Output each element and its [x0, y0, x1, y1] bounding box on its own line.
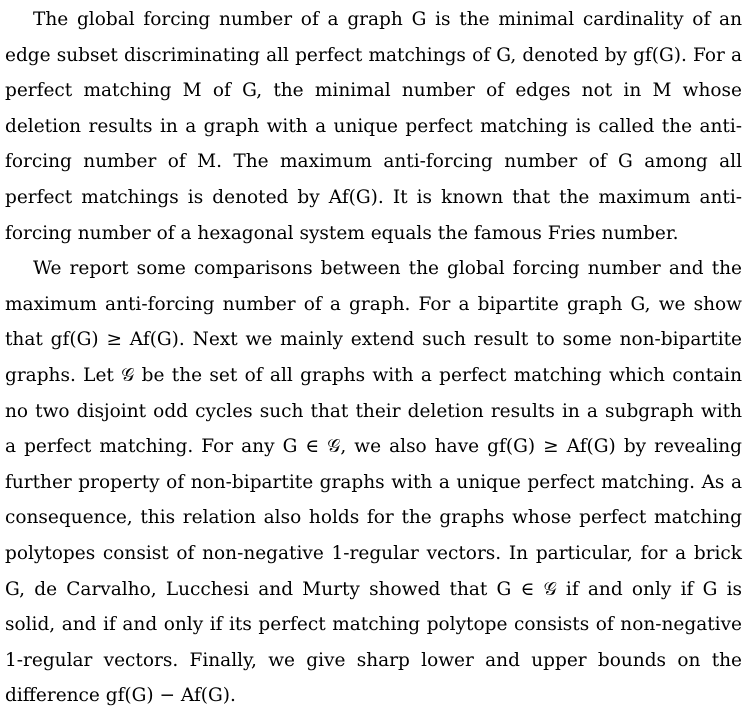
abstract-paragraph-1: The global forcing number of a graph G is the minimal cardinality of an edge subset discriminating all perfect matchings of G, denoted by gf(G). For a perfect matching M of G, the minimal number of edges not in M whose deletion results in a graph with a unique perfect matching is called the anti-forcing number of M. The maximum anti-forcing number of G among all perfect matchings is denoted by Af(G). It is known that the maximum anti-forcing number of a hexagonal system equals the famous Fries number. [5, 9, 742, 244]
abstract-paragraph-2: We report some comparisons between the global forcing number and the maximum anti-forcing number of a graph. For a bipartite graph G, we show that gf(G) ≥ Af(G). Next we mainly extend such result to some non-bipartite graphs. Let 𝒢 be the set of all graphs with a perfect matching which contain no two disjoint odd cycles such that their deletion results in a subgraph with a perfect matching. For any G ∈ 𝒢, we also have gf(G) ≥ Af(G) by revealing further property of non-bipartite graphs with a unique perfect matching. As a consequence, this relation also holds for the graphs whose perfect matching polytopes consist of non-negative 1-regular vectors. In particular, for a brick G, de Carvalho, Lucchesi and Murty showed that G ∈ 𝒢 if and only if G is solid, and if and only if its perfect matching polytope consists of non-negative 1-regular vectors. Finally, we give sharp lower and upper bounds on the difference gf(G) − Af(G). [5, 258, 742, 707]
abstract-body [5, 2, 742, 714]
